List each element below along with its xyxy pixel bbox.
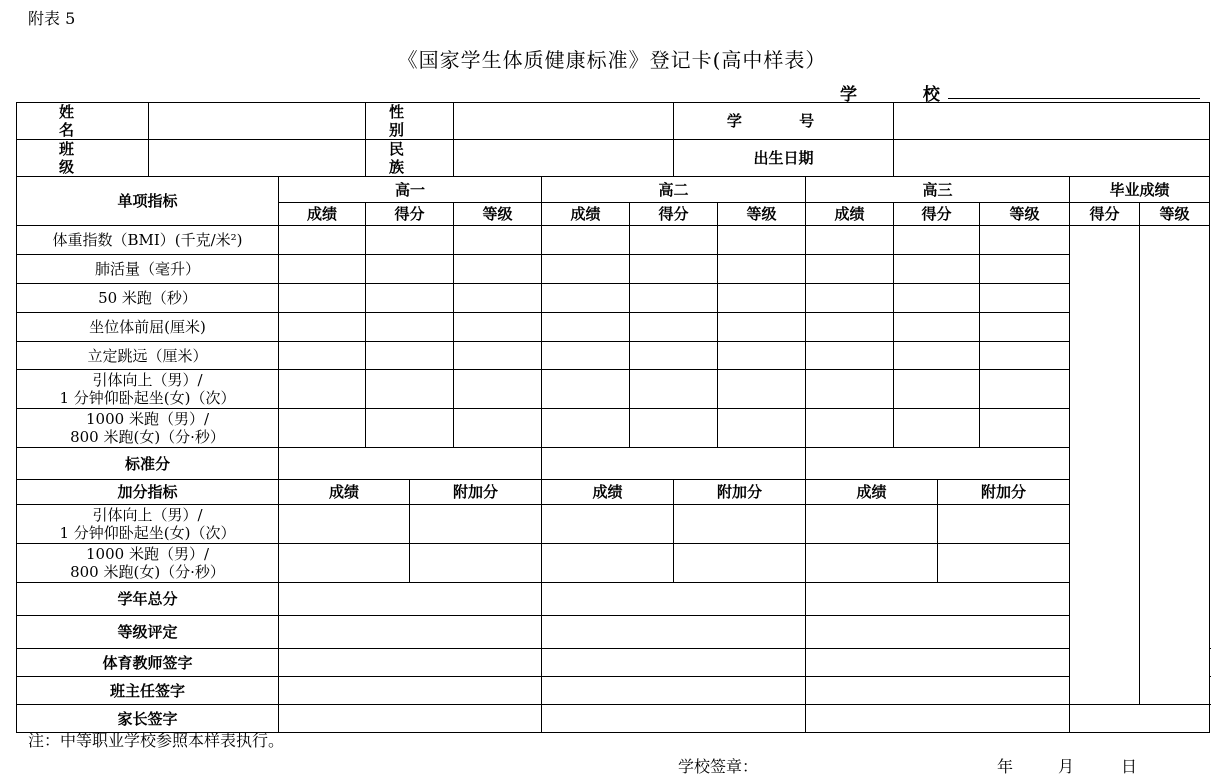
level-cell[interactable] (980, 255, 1070, 284)
grade1-header: 高一 (279, 177, 542, 203)
points-cell[interactable] (366, 370, 454, 409)
score-cell[interactable] (279, 255, 366, 284)
item-pullup-situp-label (17, 370, 279, 409)
table-row (17, 342, 1210, 370)
points-cell[interactable] (630, 370, 718, 409)
table-row (17, 544, 1210, 583)
student-id-label: 学 号 (674, 103, 894, 140)
level-cell[interactable] (718, 255, 806, 284)
table-row (17, 226, 1210, 255)
item-vital-capacity-label: 肺活量（毫升） (17, 255, 279, 284)
points-cell[interactable] (366, 284, 454, 313)
bonus-score-cell[interactable] (279, 505, 410, 544)
g2-level-header: 等级 (718, 203, 806, 226)
item-long-jump-label: 立定跳远（厘米） (17, 342, 279, 370)
graduation-level-cell[interactable] (1140, 226, 1210, 705)
pe-teacher-row (17, 649, 1210, 677)
points-cell[interactable] (630, 226, 718, 255)
score-cell[interactable] (542, 409, 630, 448)
score-cell[interactable] (542, 226, 630, 255)
rating-g3-cell[interactable] (806, 616, 1070, 649)
parent-grad-cell[interactable] (1070, 705, 1210, 733)
score-cell[interactable] (806, 255, 894, 284)
head-teacher-g3-cell[interactable] (806, 677, 1070, 705)
parent-g2-cell[interactable] (542, 705, 806, 733)
bonus-header-row (17, 480, 1210, 505)
g2-score-header: 成绩 (542, 203, 630, 226)
bonus-extra-cell[interactable] (410, 505, 542, 544)
level-cell[interactable] (980, 284, 1070, 313)
level-cell[interactable] (454, 370, 542, 409)
bonus-g2-extra-header: 附加分 (674, 480, 806, 505)
score-cell[interactable] (279, 342, 366, 370)
level-cell[interactable] (980, 226, 1070, 255)
g1-points-header: 得分 (366, 203, 454, 226)
level-cell[interactable] (980, 409, 1070, 448)
score-cell[interactable] (279, 370, 366, 409)
score-cell[interactable] (542, 370, 630, 409)
points-cell[interactable] (366, 342, 454, 370)
level-cell[interactable] (718, 342, 806, 370)
points-cell[interactable] (366, 409, 454, 448)
parent-g3-cell[interactable] (806, 705, 1070, 733)
school-name-line[interactable] (948, 98, 1200, 99)
bonus-score-cell[interactable] (806, 544, 938, 583)
g2-points-header: 得分 (630, 203, 718, 226)
item-50m-run-label: 50 米跑（秒） (17, 284, 279, 313)
item-1000m-800m-label (17, 409, 279, 448)
points-cell[interactable] (630, 313, 718, 342)
g3-points-header: 得分 (894, 203, 980, 226)
bonus-g1-extra-header: 附加分 (410, 480, 542, 505)
head-teacher-g1-cell[interactable] (279, 677, 542, 705)
standard-score-g2-cell[interactable] (542, 448, 806, 480)
head-teacher-g2-cell[interactable] (542, 677, 806, 705)
points-cell[interactable] (630, 284, 718, 313)
parent-label: 家长签字 (17, 705, 279, 733)
info-row-2 (17, 140, 1210, 177)
birth-date-cell[interactable] (894, 140, 1210, 177)
total-g1-cell[interactable] (279, 583, 542, 616)
bonus-score-cell[interactable] (542, 544, 674, 583)
level-cell[interactable] (454, 255, 542, 284)
ethnicity-label: 民 族 (366, 140, 454, 177)
table-row (17, 255, 1210, 284)
points-cell[interactable] (894, 313, 980, 342)
points-cell[interactable] (630, 409, 718, 448)
appendix-label: 附表 5 (28, 9, 76, 28)
standard-score-g3-cell[interactable] (806, 448, 1070, 480)
score-cell[interactable] (806, 342, 894, 370)
date-year-label: 年 (997, 757, 1014, 776)
standard-score-label: 标准分 (17, 448, 279, 480)
class-label: 班 级 (17, 140, 149, 177)
points-cell[interactable] (894, 342, 980, 370)
item-sit-reach-label: 坐位体前屈(厘米) (17, 313, 279, 342)
points-cell[interactable] (894, 284, 980, 313)
total-score-label: 学年总分 (17, 583, 279, 616)
level-cell[interactable] (454, 342, 542, 370)
item-run1000-line2: 800 米跑(女)（分·秒） (70, 428, 225, 446)
points-cell[interactable] (366, 226, 454, 255)
score-cell[interactable] (542, 255, 630, 284)
rating-row (17, 616, 1210, 649)
g1-score-header: 成绩 (279, 203, 366, 226)
score-cell[interactable] (806, 409, 894, 448)
score-cell[interactable] (806, 313, 894, 342)
total-g3-cell[interactable] (806, 583, 1070, 616)
level-cell[interactable] (718, 409, 806, 448)
bonus-extra-cell[interactable] (410, 544, 542, 583)
bonus-extra-cell[interactable] (938, 505, 1070, 544)
birth-date-label: 出生日期 (674, 140, 894, 177)
bonus-g3-score-header: 成绩 (806, 480, 938, 505)
grad-level-header: 等级 (1140, 203, 1210, 226)
head-teacher-row (17, 677, 1210, 705)
points-cell[interactable] (894, 409, 980, 448)
points-cell[interactable] (366, 313, 454, 342)
bonus-extra-cell[interactable] (938, 544, 1070, 583)
bonus-g2-score-header: 成绩 (542, 480, 674, 505)
total-score-row (17, 583, 1210, 616)
bonus-extra-cell[interactable] (674, 505, 806, 544)
bonus-extra-cell[interactable] (674, 544, 806, 583)
bonus-pullup-line2: 1 分钟仰卧起坐(女)（次） (59, 524, 236, 542)
bonus-title: 加分指标 (17, 480, 279, 505)
gender-cell[interactable] (454, 103, 674, 140)
grad-points-header: 得分 (1070, 203, 1140, 226)
student-id-cell[interactable] (894, 103, 1210, 140)
ethnicity-cell[interactable] (454, 140, 674, 177)
rating-g2-cell[interactable] (542, 616, 806, 649)
g3-level-header: 等级 (980, 203, 1070, 226)
g1-level-header: 等级 (454, 203, 542, 226)
bonus-run1000-line2: 800 米跑(女)（分·秒） (70, 563, 225, 581)
level-cell[interactable] (718, 284, 806, 313)
total-g2-cell[interactable] (542, 583, 806, 616)
bonus-run1000-line1: 1000 米跑（男）/ (86, 545, 209, 563)
date-day-label: 日 (1121, 757, 1138, 776)
gender-label: 性 别 (366, 103, 454, 140)
item-bmi-label: 体重指数（BMI）(千克/米²) (17, 226, 279, 255)
bonus-g1-score-header: 成绩 (279, 480, 410, 505)
level-cell[interactable] (980, 342, 1070, 370)
card-title: 《国家学生体质健康标准》登记卡(高中样表） (397, 48, 827, 72)
head-teacher-label: 班主任签字 (17, 677, 279, 705)
table-row (17, 409, 1210, 448)
item-pullup-line1: 引体向上（男）/ (92, 371, 203, 389)
level-cell[interactable] (718, 370, 806, 409)
level-cell[interactable] (980, 370, 1070, 409)
level-cell[interactable] (454, 226, 542, 255)
level-cell[interactable] (718, 226, 806, 255)
points-cell[interactable] (894, 226, 980, 255)
class-cell[interactable] (149, 140, 366, 177)
grade-header-row (17, 177, 1210, 203)
pe-teacher-g1-cell[interactable] (279, 649, 542, 677)
score-cell[interactable] (279, 409, 366, 448)
bonus-score-cell[interactable] (806, 505, 938, 544)
registration-card-table (16, 102, 1210, 733)
pe-teacher-label: 体育教师签字 (17, 649, 279, 677)
score-cell[interactable] (806, 226, 894, 255)
bonus-score-cell[interactable] (542, 505, 674, 544)
parent-g1-cell[interactable] (279, 705, 542, 733)
points-cell[interactable] (630, 255, 718, 284)
single-item-header: 单项指标 (17, 177, 279, 226)
points-cell[interactable] (894, 255, 980, 284)
name-label: 姓 名 (17, 103, 149, 140)
g3-score-header: 成绩 (806, 203, 894, 226)
bonus-pullup-situp-label (17, 505, 279, 544)
rating-label: 等级评定 (17, 616, 279, 649)
pe-teacher-g2-cell[interactable] (542, 649, 806, 677)
rating-g1-cell[interactable] (279, 616, 542, 649)
level-cell[interactable] (454, 313, 542, 342)
table-row (17, 370, 1210, 409)
points-cell[interactable] (894, 370, 980, 409)
score-cell[interactable] (279, 313, 366, 342)
score-cell[interactable] (542, 342, 630, 370)
pe-teacher-g3-cell[interactable] (806, 649, 1070, 677)
standard-score-g1-cell[interactable] (279, 448, 542, 480)
table-row (17, 313, 1210, 342)
grade2-header: 高二 (542, 177, 806, 203)
info-row-1 (17, 103, 1210, 140)
standard-score-row (17, 448, 1210, 480)
item-run1000-line1: 1000 米跑（男）/ (86, 410, 209, 428)
level-cell[interactable] (454, 284, 542, 313)
level-cell[interactable] (718, 313, 806, 342)
date-month-label: 月 (1058, 757, 1075, 776)
item-pullup-line2: 1 分钟仰卧起坐(女)（次） (59, 389, 236, 407)
grade3-header: 高三 (806, 177, 1070, 203)
level-cell[interactable] (454, 409, 542, 448)
graduation-points-cell[interactable] (1070, 226, 1140, 705)
school-label: 学 校 (840, 85, 970, 105)
score-cell[interactable] (542, 284, 630, 313)
name-cell[interactable] (149, 103, 366, 140)
bonus-1000m-800m-label (17, 544, 279, 583)
school-seal-label: 学校签章： (678, 757, 759, 776)
table-row (17, 284, 1210, 313)
score-cell[interactable] (806, 284, 894, 313)
level-cell[interactable] (980, 313, 1070, 342)
score-cell[interactable] (279, 284, 366, 313)
graduation-header: 毕业成绩 (1070, 177, 1210, 203)
score-cell[interactable] (806, 370, 894, 409)
table-row (17, 505, 1210, 544)
score-cell[interactable] (279, 226, 366, 255)
bonus-g3-extra-header: 附加分 (938, 480, 1070, 505)
footnote: 注：中等职业学校参照本样表执行。 (28, 731, 285, 750)
bonus-score-cell[interactable] (279, 544, 410, 583)
points-cell[interactable] (366, 255, 454, 284)
points-cell[interactable] (630, 342, 718, 370)
score-cell[interactable] (542, 313, 630, 342)
bonus-pullup-line1: 引体向上（男）/ (92, 506, 203, 524)
